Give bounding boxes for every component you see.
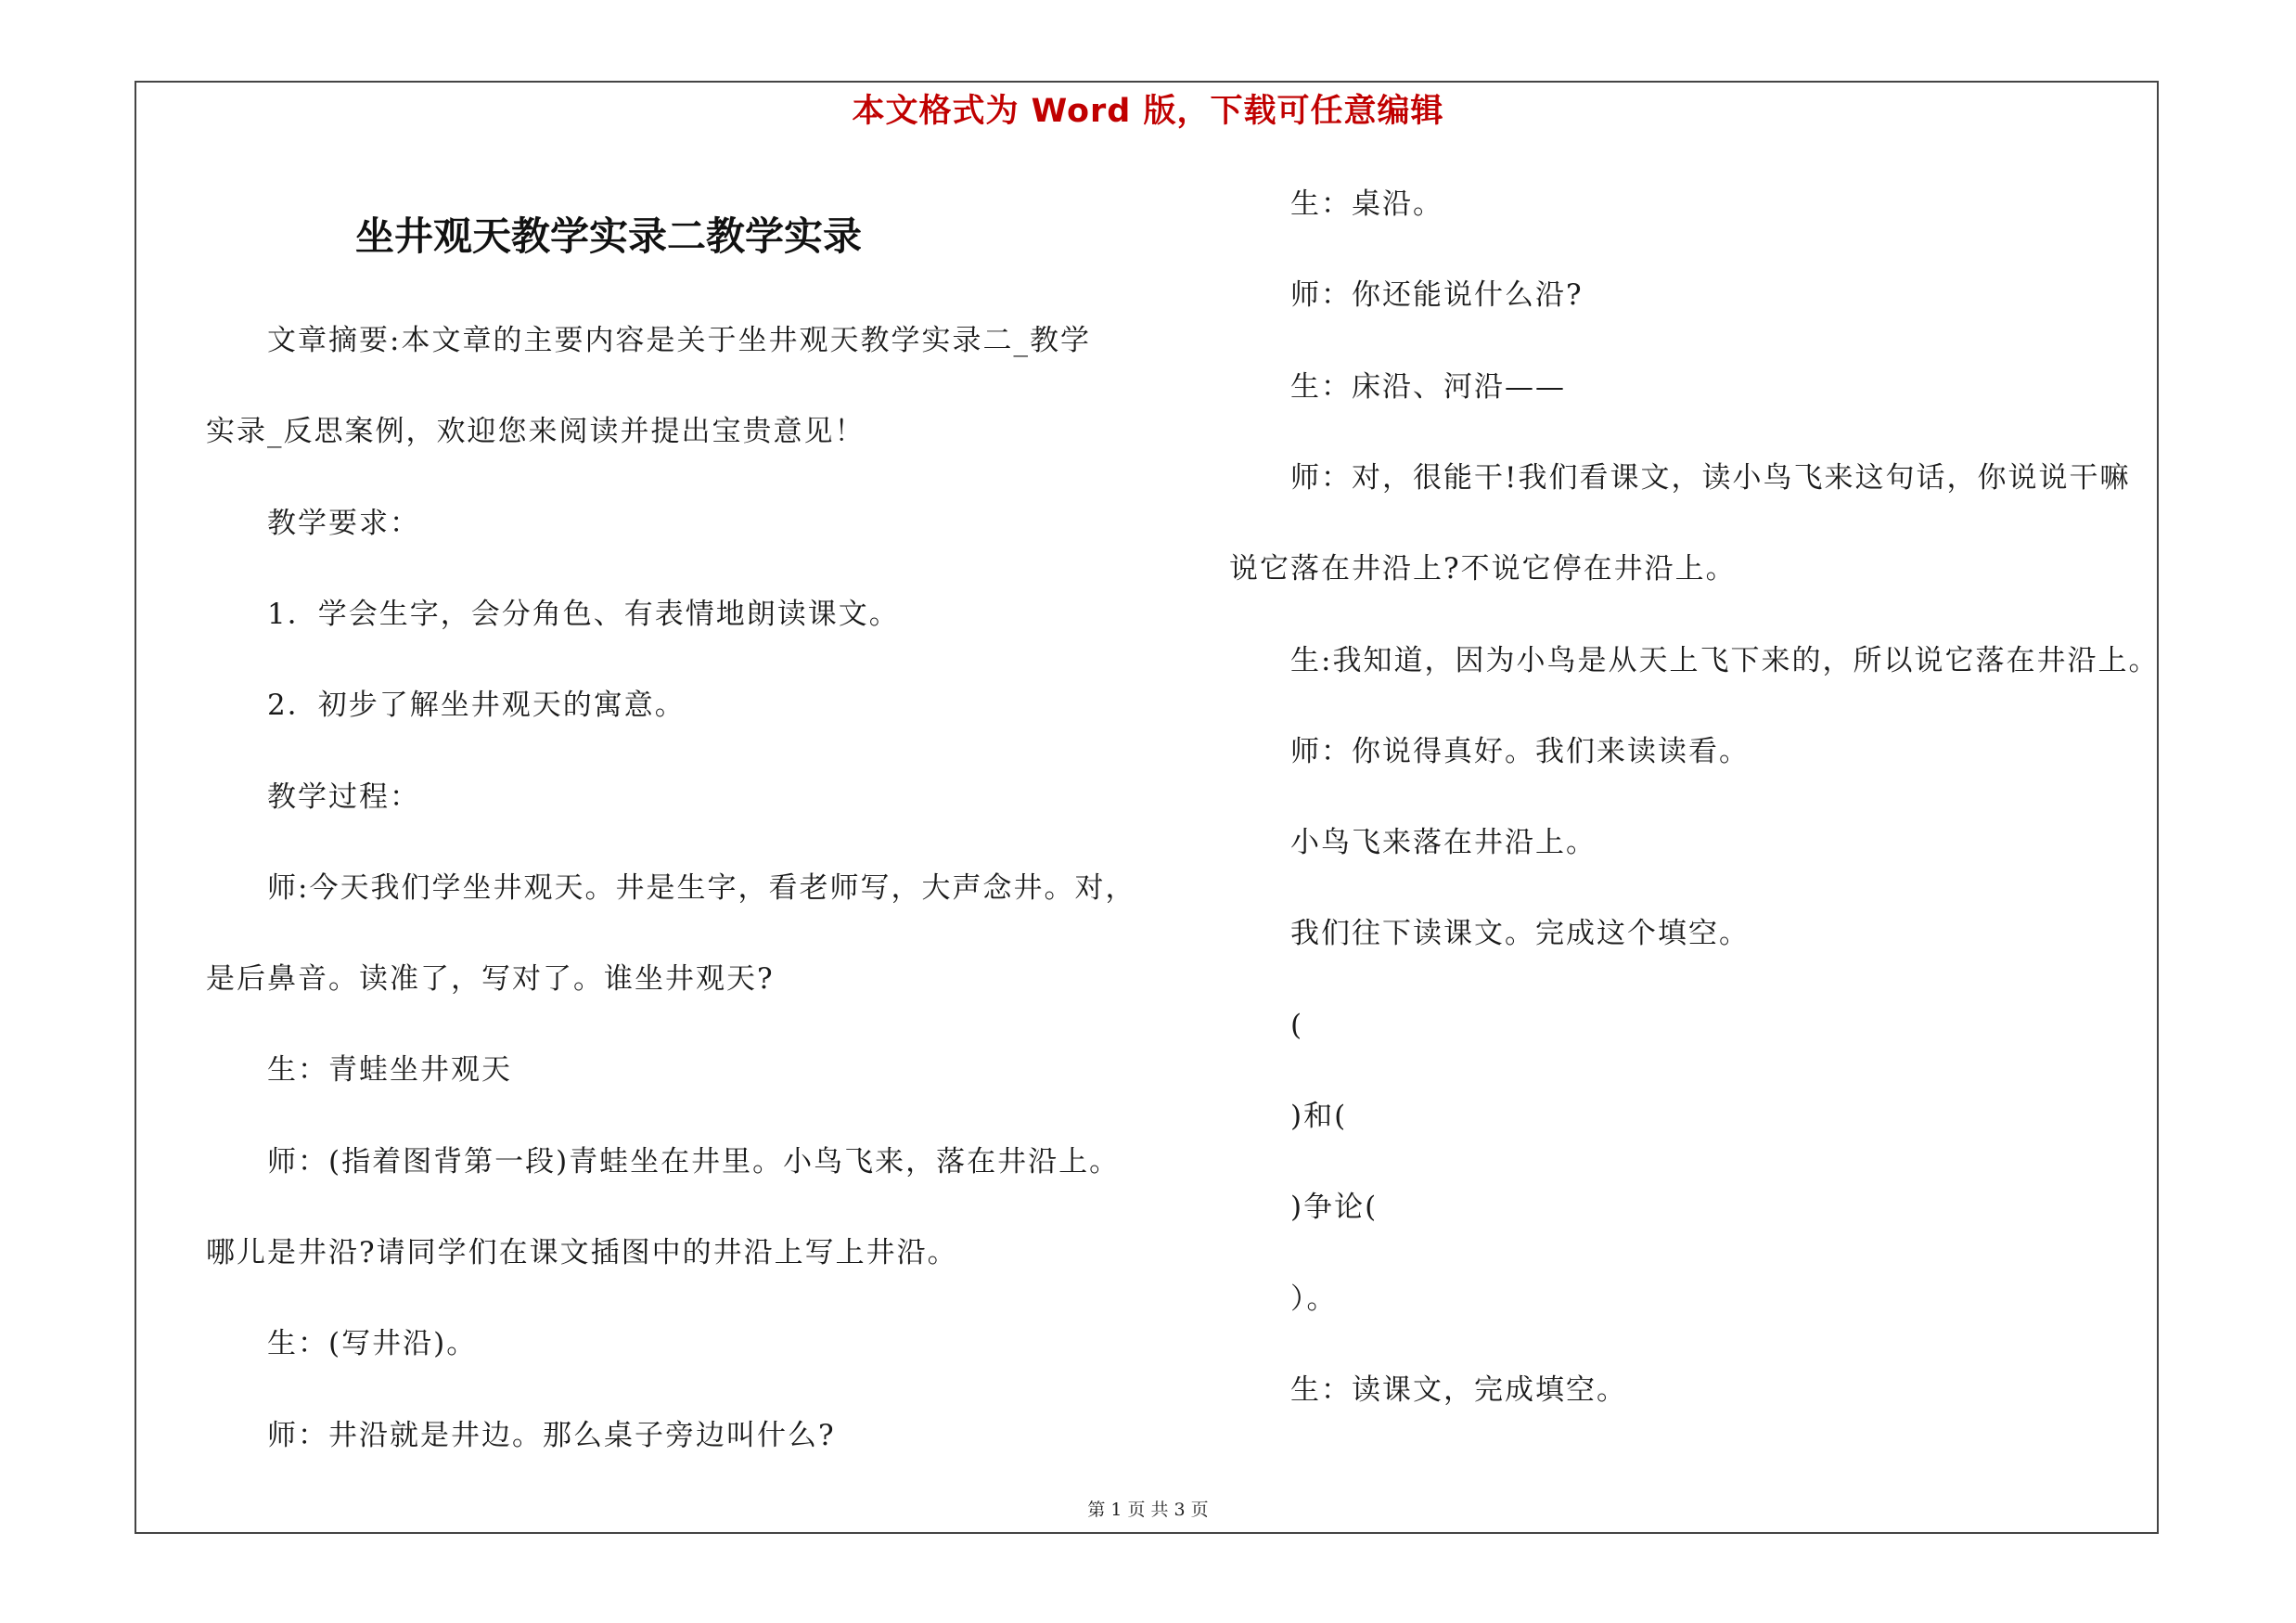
paragraph-line: 2．初步了解坐井观天的寓意。 bbox=[267, 689, 686, 723]
paragraph-line: 教学要求： bbox=[267, 506, 420, 540]
paragraph-line: 实录_反思案例，欢迎您来阅读并提出宝贵意见！ bbox=[206, 415, 866, 449]
paragraph-line: )争论( bbox=[1290, 1191, 1379, 1225]
page-border bbox=[135, 81, 2159, 1534]
paragraph-line: 哪儿是井沿?请同学们在课文插图中的井沿上写上井沿。 bbox=[206, 1236, 958, 1269]
paragraph-line: ( bbox=[1290, 1008, 1304, 1042]
format-banner: 本文格式为 Word 版，下载可任意编辑 bbox=[852, 93, 1444, 130]
paragraph-line: 1．学会生字，会分角色、有表情地朗读课文。 bbox=[267, 597, 900, 631]
paragraph-line: 是后鼻音。读准了，写对了。谁坐井观天? bbox=[206, 962, 775, 997]
paragraph-line: ）。 bbox=[1290, 1282, 1338, 1316]
paragraph-line: 生：(写井沿)。 bbox=[267, 1327, 478, 1361]
paragraph-line: 师：井沿就是井边。那么桌子旁边叫什么? bbox=[267, 1418, 836, 1452]
page-footer: 第 1 页 共 3 页 bbox=[1087, 1500, 1209, 1520]
paragraph-line: 师:今天我们学坐井观天。井是生字，看老师写，大声念井。对， bbox=[267, 870, 1136, 905]
paragraph-line: 文章摘要:本文章的主要内容是关于坐井观天教学实录二_教学 bbox=[267, 324, 1091, 357]
paragraph-line: 师：(指着图背第一段)青蛙坐在井里。小鸟飞来，落在井沿上。 bbox=[267, 1144, 1121, 1179]
paragraph-line: 生:我知道，因为小鸟是从天上飞下来的，所以说它落在井沿上。 bbox=[1290, 643, 2160, 677]
document-title: 坐井观天教学实录二教学实录 bbox=[355, 213, 863, 259]
paragraph-line: 说它落在井沿上?不说它停在井沿上。 bbox=[1229, 552, 1737, 586]
paragraph-line: 教学过程： bbox=[267, 779, 420, 814]
paragraph-line: )和( bbox=[1290, 1100, 1348, 1133]
paragraph-line: 生：床沿、河沿—— bbox=[1290, 369, 1566, 404]
paragraph-line: 师：你还能说什么沿? bbox=[1290, 278, 1584, 313]
paragraph-line: 生：青蛙坐井观天 bbox=[267, 1053, 512, 1088]
paragraph-line: 师：你说得真好。我们来读读看。 bbox=[1290, 734, 1750, 768]
paragraph-line: 我们往下读课文。完成这个填空。 bbox=[1290, 917, 1750, 951]
paragraph-line: 生：读课文，完成填空。 bbox=[1290, 1372, 1627, 1407]
paragraph-line: 小鸟飞来落在井沿上。 bbox=[1290, 826, 1597, 860]
paragraph-line: 师：对，很能干!我们看课文，读小鸟飞来这句话，你说说干嘛 bbox=[1290, 460, 2131, 495]
paragraph-line: 生：桌沿。 bbox=[1290, 187, 1443, 221]
